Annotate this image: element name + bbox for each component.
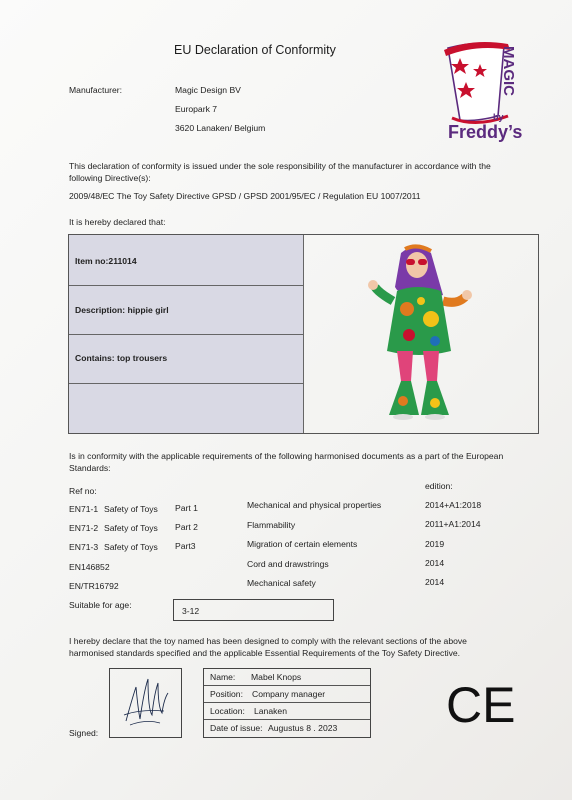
position-row <box>204 686 370 703</box>
magic-by-freddys-logo <box>438 38 524 146</box>
age-box <box>173 599 334 621</box>
declared-line: It is hereby declared that: <box>69 217 166 227</box>
name-row <box>204 669 370 686</box>
item-no: Item no:211014 <box>75 256 137 266</box>
standard-desc: Flammability <box>247 520 296 530</box>
hippie-girl-costume-image <box>305 235 538 433</box>
standard-desc: Cord and drawstrings <box>247 559 329 569</box>
signatory-name: Mabel Knops <box>251 672 302 682</box>
standard-ref: EN71-2 <box>69 523 99 533</box>
item-table <box>68 234 539 434</box>
ref-no-label: Ref no: <box>69 486 97 496</box>
signatory-location: Lanaken <box>254 706 287 716</box>
standard-name: Safety of Toys <box>104 523 158 533</box>
declaration-paragraph: I hereby declare that the toy named has been designed to comply with the relevant sections of the above harmonised standards specified and the applicable Essential Requirements of the Toy Safety Directive. <box>69 636 467 658</box>
standard-edition: 2019 <box>425 539 445 549</box>
signatory-table <box>203 668 371 738</box>
age-value: 3-12 <box>182 606 200 616</box>
standard-edition: 2014 <box>425 577 445 587</box>
standard-ref: EN146852 <box>69 562 110 572</box>
manufacturer-city: 3620 Lanaken/ Belgium <box>175 123 266 133</box>
signature-box <box>109 668 182 738</box>
item-description: Description: hippie girl <box>75 305 169 315</box>
document-title: EU Declaration of Conformity <box>174 43 336 57</box>
standard-part: Part 1 <box>175 503 198 513</box>
standard-part: Part 2 <box>175 522 198 532</box>
standard-ref: EN71-3 <box>69 542 99 552</box>
handwritten-signature <box>110 669 181 737</box>
standard-name: Safety of Toys <box>104 542 158 552</box>
intro-paragraph: This declaration of conformity is issued under the sole responsibility of the manufacturer in accordance with the following Directive(s): <box>69 161 491 183</box>
item-contains: Contains: top trousers <box>75 353 168 363</box>
standard-desc: Migration of certain elements <box>247 539 358 549</box>
name-label: Name: <box>210 672 236 682</box>
standard-desc: Mechanical and physical properties <box>247 500 382 510</box>
position-label: Position: <box>210 689 243 699</box>
standard-part: Part3 <box>175 541 196 551</box>
date-label: Date of issue: <box>210 723 263 733</box>
issue-date: Augustus 8 . 2023 <box>268 723 338 733</box>
logo-brand: Freddy’s <box>448 122 523 142</box>
logo-word: MAGIC <box>500 46 517 96</box>
logo-by: by <box>493 112 504 122</box>
ce-mark-text: CE <box>446 677 516 733</box>
item-no-cell <box>69 235 304 286</box>
manufacturer-name: Magic Design BV <box>175 85 241 95</box>
edition-label: edition: <box>425 481 453 491</box>
location-label: Location: <box>210 706 245 716</box>
standard-name: Safety of Toys <box>104 504 158 514</box>
date-row <box>204 720 370 737</box>
product-photo <box>305 235 538 433</box>
standard-ref: EN71-1 <box>69 504 99 514</box>
manufacturer-street: Europark 7 <box>175 104 218 114</box>
standard-edition: 2014+A1:2018 <box>425 500 482 510</box>
standard-desc: Mechanical safety <box>247 578 316 588</box>
description-cell <box>69 286 304 335</box>
manufacturer-label: Manufacturer: <box>69 85 123 95</box>
empty-cell <box>69 384 304 433</box>
directives-line: 2009/48/EC The Toy Safety Directive GPSD / GPSD 2001/95/EC / Regulation EU 1007/2011 <box>69 191 421 201</box>
signatory-position: Company manager <box>252 689 326 699</box>
standard-edition: 2014 <box>425 558 445 568</box>
ce-mark-icon <box>446 676 516 733</box>
conformity-paragraph: Is in conformity with the applicable requirements of the following harmonised documents as a part of the European Standards: <box>69 451 504 473</box>
contains-cell <box>69 335 304 384</box>
location-row <box>204 703 370 720</box>
standard-ref: EN/TR16792 <box>69 581 119 591</box>
signed-label: Signed: <box>69 728 99 738</box>
age-label: Suitable for age: <box>69 600 132 610</box>
standard-edition: 2011+A1:2014 <box>425 519 481 529</box>
